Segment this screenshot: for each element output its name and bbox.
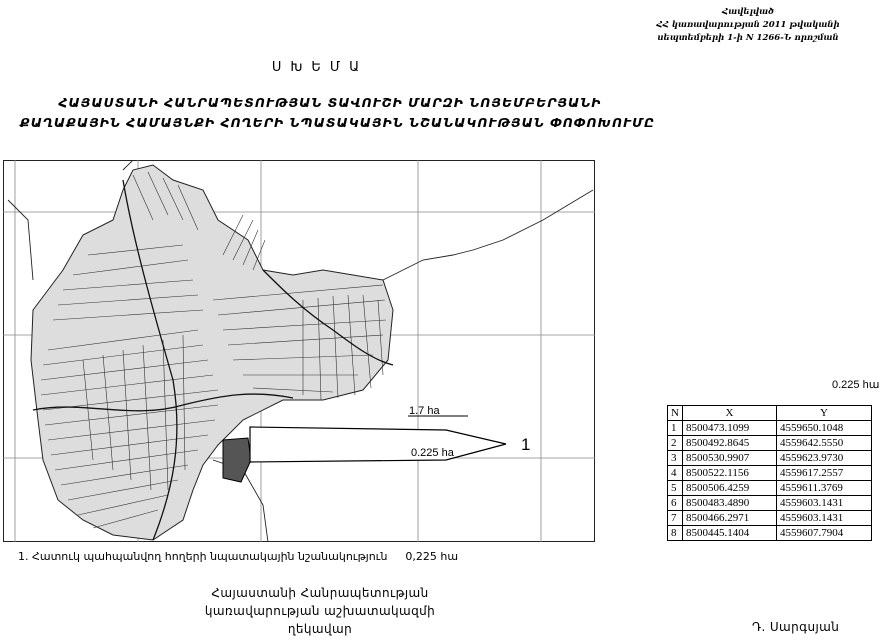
annex-line-1: Հավելված — [722, 7, 774, 17]
signatory-line-3: ղեկավար — [287, 622, 353, 636]
cell-x: 8500530.9907 — [683, 451, 777, 466]
cell-x: 8500522.1156 — [683, 466, 777, 481]
settlement-parcels — [31, 165, 393, 540]
header-y: Y — [777, 406, 872, 421]
legend-note — [18, 550, 458, 563]
cell-y: 4559603.1431 — [777, 496, 872, 511]
table-row — [668, 436, 872, 451]
schema-title: ՍԽԵՄԱ — [271, 60, 369, 75]
table-row — [668, 511, 872, 526]
signatory-name: Դ. Սարգսյան — [752, 620, 840, 634]
signatory-line-1: Հայաստանի Հանրապետության — [211, 586, 429, 600]
annex-header — [638, 6, 858, 45]
header-x: X — [683, 406, 777, 421]
cell-y: 4559623.9730 — [777, 451, 872, 466]
heading-line-2: ՔԱՂԱՔԱՅԻՆ ՀԱՄԱՅՆՔԻ ՀՈՂԵՐԻ ՆՊԱՏԱԿԱՅԻՆ ՆՇԱՆԱԿՈՒԹՅԱՆ ՓՈՓՈԽՈՒՄԸ — [20, 115, 655, 130]
signatory-title — [185, 584, 455, 638]
pointer-number: 1 — [521, 435, 531, 454]
cell-n: 3 — [668, 451, 683, 466]
coordinates-table — [667, 405, 872, 541]
label-1-7-ha: 1.7 ha — [409, 405, 440, 417]
cell-x: 8500492.8645 — [683, 436, 777, 451]
cell-x: 8500473.1099 — [683, 421, 777, 436]
table-row — [668, 451, 872, 466]
cell-n: 8 — [668, 526, 683, 541]
cell-n: 2 — [668, 436, 683, 451]
label-0-225-ha: 0.225 ha — [411, 447, 454, 459]
table-row — [668, 466, 872, 481]
signatory-line-2: կառավարության աշխատակազմի — [204, 604, 436, 618]
cell-x: 8500506.4259 — [683, 481, 777, 496]
cell-y: 4559611.3769 — [777, 481, 872, 496]
cell-x: 8500466.2971 — [683, 511, 777, 526]
area-value-top: 0.225 hա — [832, 379, 880, 391]
cell-n: 1 — [668, 421, 683, 436]
cell-n: 6 — [668, 496, 683, 511]
heading-line-1: ՀԱՅԱՍՏԱՆԻ ՀԱՆՐԱՊԵՏՈՒԹՅԱՆ ՏԱՎՈՒՇԻ ՄԱՐԶԻ ՆՈՅԵՄԲԵՐՅԱՆԻ — [58, 95, 602, 110]
target-parcel — [223, 438, 251, 482]
cell-n: 4 — [668, 466, 683, 481]
table-row — [668, 481, 872, 496]
cell-y: 4559617.2557 — [777, 466, 872, 481]
cell-y: 4559603.1431 — [777, 511, 872, 526]
cell-n: 7 — [668, 511, 683, 526]
table-row — [668, 526, 872, 541]
annex-line-3: սեպտեմբերի 1-ի N 1266-Ն որոշման — [657, 33, 839, 43]
table-header-row — [668, 406, 872, 421]
cell-x: 8500445.1404 — [683, 526, 777, 541]
cell-y: 4559607.7904 — [777, 526, 872, 541]
cell-y: 4559642.5550 — [777, 436, 872, 451]
cadastral-map — [3, 160, 595, 542]
annex-line-2: ՀՀ կառավարության 2011 թվականի — [656, 20, 840, 30]
table-row — [668, 496, 872, 511]
header-n: N — [668, 406, 683, 421]
table-row — [668, 421, 872, 436]
callout-pointer — [250, 427, 506, 462]
legend-note-text: 1. Հատուկ պահպանվող հողերի նպատակային նշանակություն — [18, 550, 388, 563]
cell-x: 8500483.4890 — [683, 496, 777, 511]
legend-note-value: 0,225 hա — [405, 550, 459, 563]
cell-n: 5 — [668, 481, 683, 496]
cell-y: 4559650.1048 — [777, 421, 872, 436]
